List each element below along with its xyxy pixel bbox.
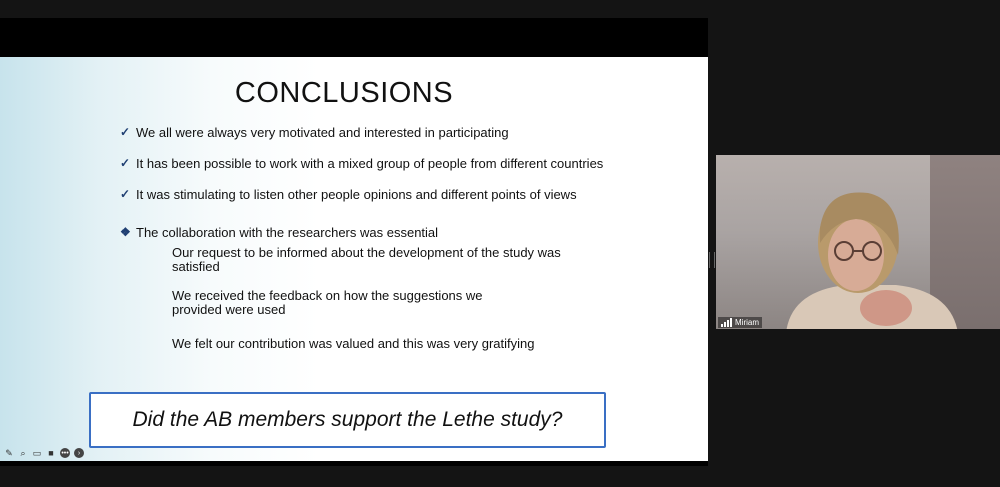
slide-title: CONCLUSIONS <box>234 77 454 109</box>
pen-icon[interactable]: ✎ <box>5 447 13 458</box>
bullet-text: It has been possible to work with a mixed group of people from different countries <box>136 156 604 171</box>
camera-icon[interactable]: ■ <box>48 448 54 458</box>
check-icon: ✓ <box>120 187 131 201</box>
next-icon[interactable]: › <box>74 448 84 458</box>
bullet-text: It was stimulating to listen other people opinions and different points of views <box>136 187 577 202</box>
participant-video[interactable] <box>716 155 1000 329</box>
signal-bars-icon <box>721 318 732 327</box>
bullet-item <box>120 187 577 202</box>
bullet-item <box>120 156 603 171</box>
check-icon: ✓ <box>120 156 131 170</box>
zoom-icon[interactable]: ⌕ <box>20 447 26 458</box>
bullet-item <box>120 125 509 140</box>
participant-name: Miriam <box>735 318 759 327</box>
captions-icon[interactable]: ▭ <box>32 447 42 458</box>
bullet-text: The collaboration with the researchers was essential <box>136 225 439 240</box>
bullet-text: We all were always very motivated and interested in participating <box>136 125 509 140</box>
sub-point: Our request to be informed about the development of the study was satisfied <box>172 245 561 274</box>
presentation-slide <box>0 57 708 461</box>
participant-portrait <box>776 173 966 329</box>
question-text: Did the AB members support the Lethe study? <box>132 408 563 431</box>
check-icon: ✓ <box>120 125 131 139</box>
bullet-item <box>120 225 438 240</box>
shared-screen <box>0 18 708 466</box>
diamond-bullet-icon: ❖ <box>120 225 131 239</box>
resize-handle[interactable] <box>709 252 715 268</box>
sub-point: We felt our contribution was valued and this was very gratifying <box>172 336 535 351</box>
participant-name-tag <box>718 317 762 328</box>
sub-point: We received the feedback on how the suggestions we provided were used <box>172 288 483 317</box>
more-icon[interactable]: ••• <box>61 449 69 457</box>
question-box <box>89 392 606 448</box>
slide-toolbar <box>4 448 84 458</box>
